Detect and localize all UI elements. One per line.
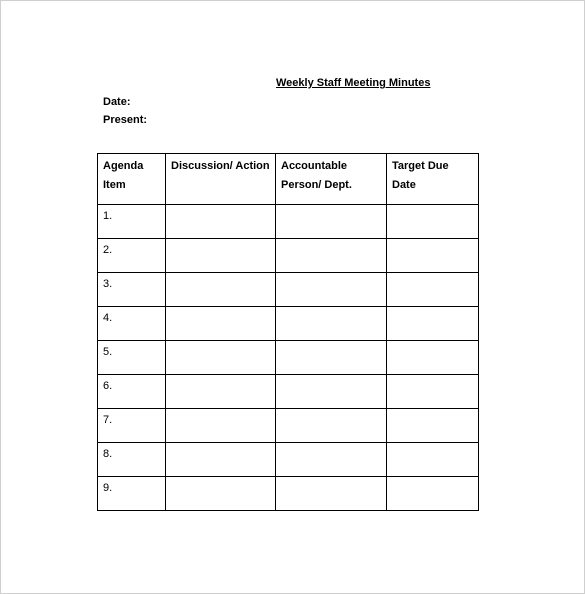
table-row xyxy=(98,273,479,307)
cell-due-date[interactable] xyxy=(387,443,479,477)
table-header-row xyxy=(98,154,479,205)
cell-accountable[interactable] xyxy=(276,307,387,341)
cell-accountable[interactable] xyxy=(276,239,387,273)
header-accountable xyxy=(276,154,387,205)
header-discussion-action xyxy=(166,154,276,205)
cell-discussion[interactable] xyxy=(166,443,276,477)
table-row xyxy=(98,409,479,443)
cell-accountable[interactable] xyxy=(276,477,387,511)
table-row xyxy=(98,375,479,409)
header-agenda-item xyxy=(98,154,166,205)
date-label: Date: xyxy=(103,96,131,108)
cell-due-date[interactable] xyxy=(387,341,479,375)
cell-due-date[interactable] xyxy=(387,205,479,239)
cell-item: 8. xyxy=(98,443,166,477)
cell-due-date[interactable] xyxy=(387,239,479,273)
header-target-due-date-line2: Date xyxy=(392,179,416,191)
header-accountable-line1: Accountable xyxy=(281,160,348,172)
cell-item: 7. xyxy=(98,409,166,443)
cell-due-date[interactable] xyxy=(387,477,479,511)
cell-discussion[interactable] xyxy=(166,341,276,375)
cell-due-date[interactable] xyxy=(387,375,479,409)
cell-accountable[interactable] xyxy=(276,375,387,409)
present-label: Present: xyxy=(103,114,148,126)
cell-item: 4. xyxy=(98,307,166,341)
cell-item: 5. xyxy=(98,341,166,375)
cell-item: 9. xyxy=(98,477,166,511)
cell-due-date[interactable] xyxy=(387,273,479,307)
header-target-due-date xyxy=(387,154,479,205)
cell-discussion[interactable] xyxy=(166,307,276,341)
cell-item: 2. xyxy=(98,239,166,273)
document-title: Weekly Staff Meeting Minutes xyxy=(276,77,431,89)
cell-accountable[interactable] xyxy=(276,341,387,375)
table-row xyxy=(98,477,479,511)
cell-accountable[interactable] xyxy=(276,409,387,443)
cell-accountable[interactable] xyxy=(276,443,387,477)
header-accountable-line2: Person/ Dept. xyxy=(281,179,352,191)
cell-discussion[interactable] xyxy=(166,477,276,511)
cell-due-date[interactable] xyxy=(387,307,479,341)
cell-discussion[interactable] xyxy=(166,239,276,273)
cell-item: 6. xyxy=(98,375,166,409)
header-agenda-item-line1: Agenda xyxy=(103,160,144,172)
cell-discussion[interactable] xyxy=(166,409,276,443)
cell-discussion[interactable] xyxy=(166,375,276,409)
cell-discussion[interactable] xyxy=(166,273,276,307)
cell-discussion[interactable] xyxy=(166,205,276,239)
header-discussion-action-line1: Discussion/ Action xyxy=(171,160,270,172)
cell-item: 3. xyxy=(98,273,166,307)
table-row xyxy=(98,341,479,375)
minutes-table xyxy=(97,153,479,511)
cell-due-date[interactable] xyxy=(387,409,479,443)
cell-accountable[interactable] xyxy=(276,273,387,307)
cell-item: 1. xyxy=(98,205,166,239)
table-row xyxy=(98,239,479,273)
table-row xyxy=(98,205,479,239)
table-row xyxy=(98,443,479,477)
header-agenda-item-line2: Item xyxy=(103,179,126,191)
table-row xyxy=(98,307,479,341)
cell-accountable[interactable] xyxy=(276,205,387,239)
header-target-due-date-line1: Target Due xyxy=(392,160,449,172)
